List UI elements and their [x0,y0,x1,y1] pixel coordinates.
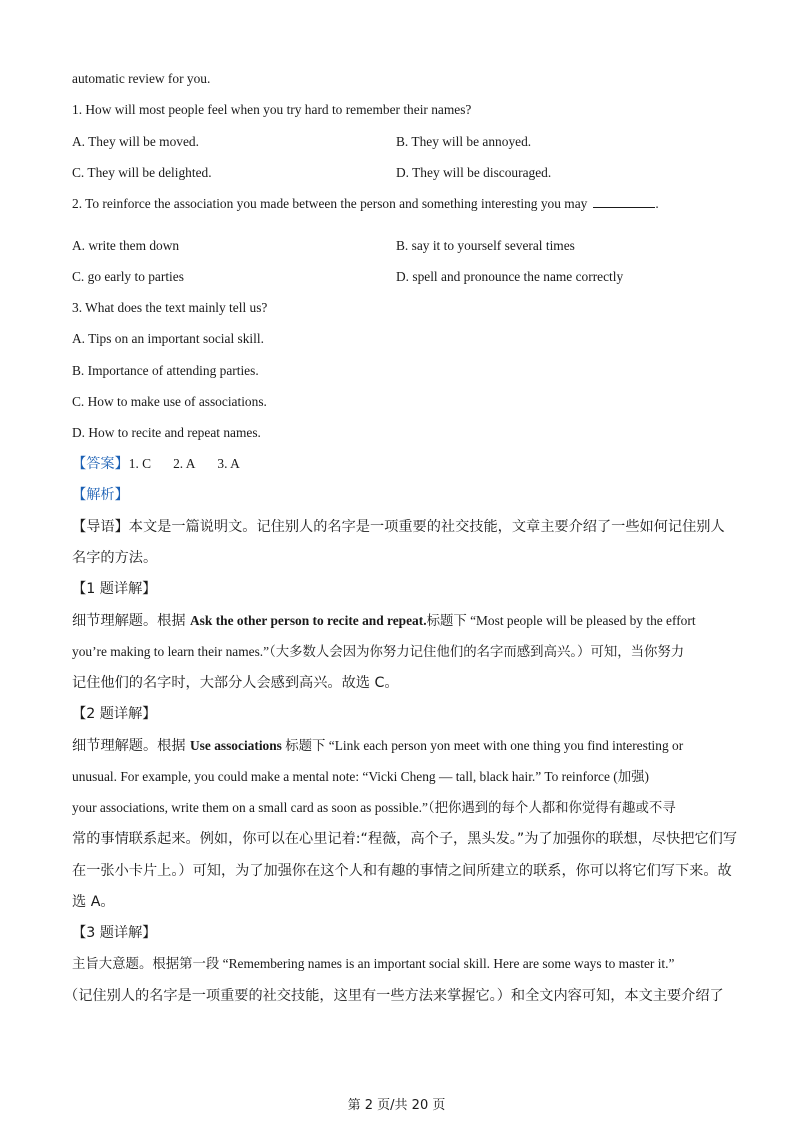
q3-option-c: C. How to make use of associations. [72,394,267,409]
answer-line [72,455,240,473]
detail-2-heading-ref: Use associations [190,738,282,753]
detail-2-line-1 [72,737,683,755]
question-2 [72,195,659,213]
q2-option-b: B. say it to yourself several times [396,238,575,253]
detail-2-line-6: 选 A。 [72,894,115,910]
detail-3-line-1: 主旨大意题。根据第一段 “Remembering names is an important social skill. Here are some ways to master it.” [72,956,675,971]
detail-1-label: 【1 题详解】 [72,581,157,597]
question-2-end: . [655,196,659,211]
answer-3: 3. A [217,456,240,471]
answer-label: 【答案】 [72,456,129,472]
detail-2-line-1-post: 标题下 “Link each person yon meet with one thing you find interesting or [281,738,684,753]
detail-1-line-1-post: 标题下 “Most people will be pleased by the effort [426,613,696,628]
detail-2-label: 【2 题详解】 [72,706,157,722]
q3-option-d: D. How to recite and repeat names. [72,425,261,440]
q3-option-b: B. Importance of attending parties. [72,363,259,378]
intro-line-2: 名字的方法。 [72,550,158,566]
q1-option-d: D. They will be discouraged. [396,165,552,180]
detail-2-line-1-pre: 细节理解题。根据 [72,738,191,754]
answer-1: 1. C [128,456,152,471]
q1-option-a: A. They will be moved. [72,134,199,149]
q2-option-c: C. go early to parties [72,269,184,284]
analysis-label: 【解析】 [72,487,129,503]
detail-2-line-5: 在一张小卡片上。）可知，为了加强你在这个人和有趣的事情之间所建立的联系，你可以将它们写下来。故 [72,863,732,879]
detail-2-line-4: 常的事情联系起来。例如，你可以在心里记着:“程薇，高个子，黑头发。”为了加强你的联想，尽快把它们写 [72,831,738,847]
q3-option-a: A. Tips on an important social skill. [72,331,264,346]
detail-1-heading-ref: Ask the other person to recite and repeat. [190,613,427,628]
question-3: 3. What does the text mainly tell us? [72,300,268,315]
detail-3-line-2: （记住别人的名字是一项重要的社交技能，这里有一些方法来掌握它。）和全文内容可知，本文主要介绍了 [64,988,724,1004]
detail-2-line-3: your associations, write them on a small card as soon as possible.”（把你遇到的每个人都和你觉得有趣或不寻 [72,800,676,815]
answer-2: 2. A [173,456,196,471]
q2-option-d: D. spell and pronounce the name correctly [396,269,624,284]
answer-blank [593,197,655,208]
detail-1-line-1 [72,612,696,630]
detail-1-line-2: you’re making to learn their names.”（大多数人会因为你努力记住他们的名字而感到高兴。）可知，当你努力 [72,644,685,659]
detail-2-line-2: unusual. For example, you could make a mental note: “Vicki Cheng — tall, black hair.” To reinforce (加强) [72,769,649,784]
q1-option-b: B. They will be annoyed. [396,134,532,149]
question-2-text: 2. To reinforce the association you made between the person and something interesting you may [72,196,588,211]
q2-option-a: A. write them down [72,238,180,253]
detail-1-line-3: 记住他们的名字时，大部分人会感到高兴。故选 C。 [72,675,399,691]
detail-1-line-1-pre: 细节理解题。根据 [72,613,191,629]
passage-tail: automatic review for you. [72,71,211,86]
q1-option-c: C. They will be delighted. [72,165,212,180]
question-1: 1. How will most people feel when you try hard to remember their names? [72,102,472,117]
detail-3-label: 【3 题详解】 [72,925,157,941]
intro-line-1: 【导语】本文是一篇说明文。记住别人的名字是一项重要的社交技能，文章主要介绍了一些如何记住别人 [72,519,725,535]
page-footer: 第 2 页/共 20 页 [347,1098,446,1113]
